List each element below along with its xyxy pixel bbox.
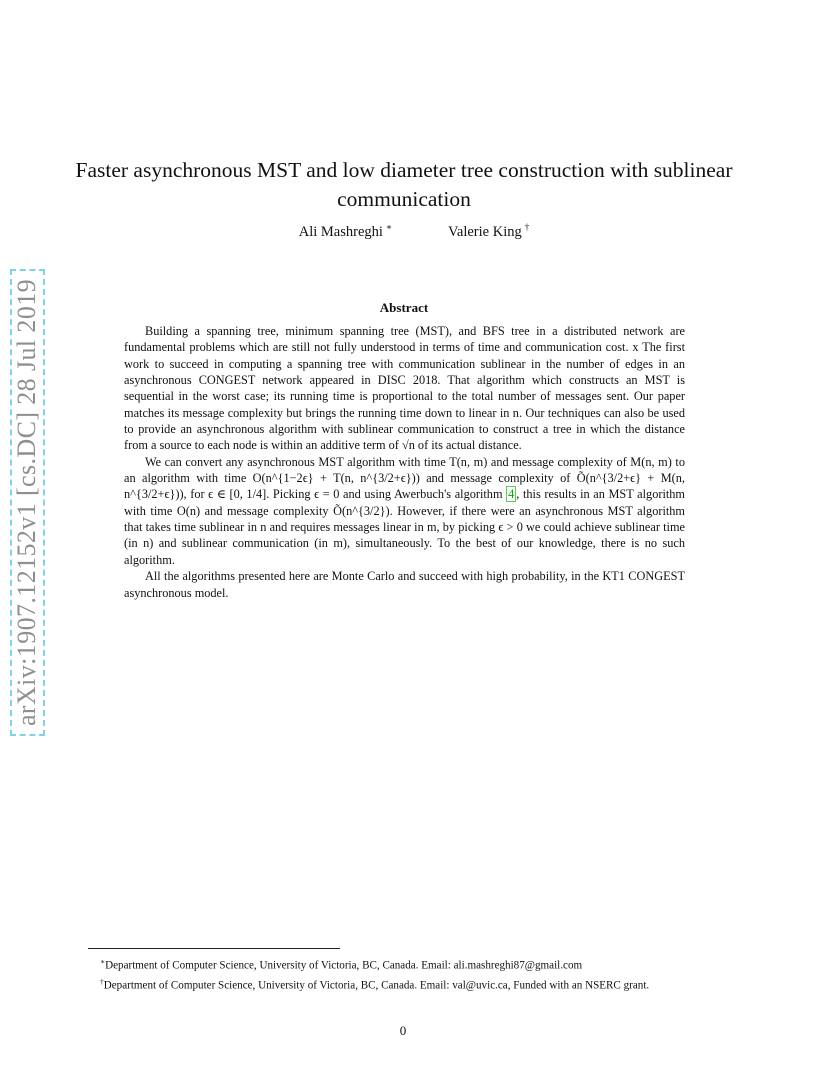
author-1 bbox=[299, 222, 392, 241]
footnote-2-mark: † bbox=[100, 976, 104, 986]
footnote-1 bbox=[88, 954, 722, 974]
author-1-name: Ali Mashreghi bbox=[298, 223, 383, 240]
author-2-name: Valerie King bbox=[448, 223, 522, 240]
abstract-paragraph-3: All the algorithms presented here are Monte Carlo and succeed with high probability, in the KT1 CONGEST asynchronous model. bbox=[124, 569, 685, 600]
arxiv-sidebar-stamp bbox=[6, 268, 50, 736]
citation-link[interactable]: 4 bbox=[508, 487, 515, 502]
paper-title: Faster asynchronous MST and low diameter tree construction with sublinear communication bbox=[75, 158, 733, 212]
abstract-paragraph-2-text-b: , this results in an MST algorithm with time O(n) and message complexity Õ(n^{3/2}). However, if there were an asynchronous MST algorithm that takes time sublinear in n and requires messages linear in m, by picking ϵ > 0 we could achieve sublinear time (in n) and sublinear communication (in m), simultaneously. To the best of our knowledge, there is no such algorithm. bbox=[124, 487, 685, 567]
footnote-2-text: Department of Computer Science, University of Victoria, BC, Canada. Email: val@uvic.ca, Funded with an NSERC grant. bbox=[103, 979, 650, 992]
footnote-divider bbox=[88, 948, 340, 949]
arxiv-identifier[interactable]: arXiv:1907.12152v1 [cs.DC] 28 Jul 2019 bbox=[11, 268, 46, 735]
footnote-2 bbox=[88, 974, 722, 994]
abstract-paragraph-2 bbox=[124, 454, 685, 568]
author-2-footnote-mark[interactable]: † bbox=[524, 222, 530, 232]
author-1-footnote-mark[interactable]: ∗ bbox=[385, 222, 393, 232]
author-2 bbox=[448, 222, 529, 241]
abstract-body bbox=[124, 323, 685, 601]
author-list bbox=[200, 222, 628, 241]
abstract-heading: Abstract bbox=[379, 300, 429, 315]
abstract-paragraph-2-text-a: We can convert any asynchronous MST algorithm with time T(n, m) and message complexity of M(n, m) to an algorithm with time O(n^{1−2ϵ} + T(n, n^{3/2+ϵ})) and message complexity of Õ(n^{3/2+ϵ} + M(n, n^{3/2+ϵ})), for ϵ ∈ [0, 1/4]. Picking ϵ = 0 and using Awerbuch's algorithm bbox=[124, 454, 685, 502]
abstract-paragraph-1: Building a spanning tree, minimum spanning tree (MST), and BFS tree in a distributed network are fundamental problems which are still not fully understood in terms of time and communication cost. x The first work to succeed in computing a spanning tree with communication sublinear in the number of edges in an asynchronous CONGEST network appeared in DISC 2018. That algorithm which constructs an MST is sequential in the worst case; its running time is proportional to the total number of messages sent. Our paper matches its message complexity but brings the running time down to linear in n. Our techniques can also be used to provide an asynchronous algorithm with sublinear communication to construct a tree in which the distance from a source to each node is within an additive term of √n of its actual distance. bbox=[124, 324, 685, 453]
footnote-1-mark: ∗ bbox=[100, 957, 106, 966]
footnote-1-text: Department of Computer Science, University of Victoria, BC, Canada. Email: ali.mashreghi87@gmail.com bbox=[105, 959, 583, 972]
page-number: 0 bbox=[399, 1023, 407, 1038]
footnotes bbox=[88, 954, 722, 994]
